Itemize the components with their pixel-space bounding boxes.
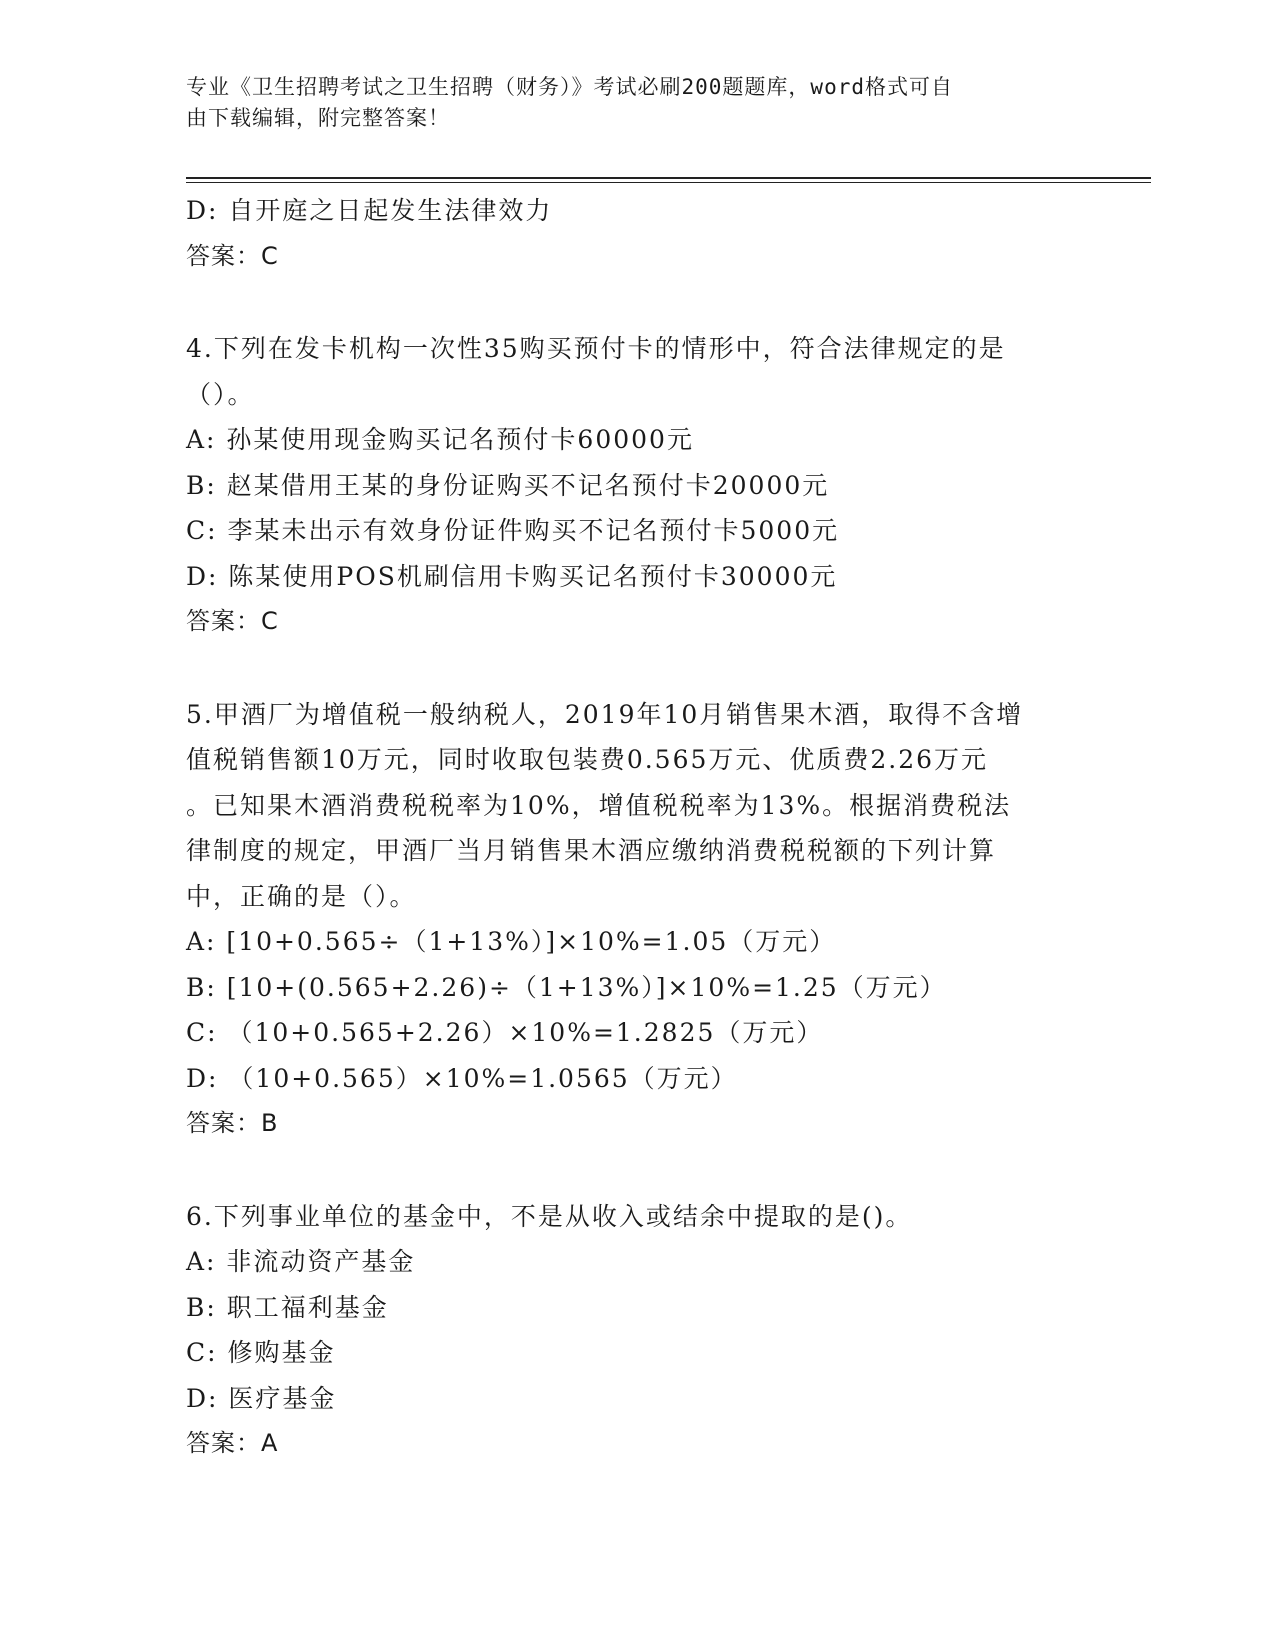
q3-option-d: D: 自开庭之日起发生法律效力 [186,196,553,225]
q4-option-c: C: 李某未出示有效身份证件购买不记名预付卡5000元 [186,516,840,545]
q4-stem-line-2: （）。 [186,379,255,409]
q6-answer: 答案：A [186,1429,279,1457]
q5-option-d: D: （10+0.565）×10%=1.0565（万元） [186,1063,738,1093]
header-rule-thin [186,182,1151,183]
question-4 [186,326,1086,645]
q3-answer: 答案：C [186,241,279,270]
q5-option-b: B: [10+(0.565+2.26)÷（1+13%）]×10%=1.25（万元） [186,972,947,1002]
q4-option-b: B: 赵某借用王某的身份证购买不记名预付卡20000元 [186,470,830,500]
header-line-1: 专业《卫生招聘考试之卫生招聘（财务）》考试必刷200题题库，word格式可自 [186,75,953,99]
q4-option-d: D: 陈某使用POS机刷信用卡购买记名预付卡30000元 [186,561,838,591]
q6-stem-line-1: 6.下列事业单位的基金中，不是从收入或结余中提取的是()。 [186,1201,913,1231]
q5-option-a: A: [10+0.565÷（1+13%）]×10%=1.05（万元） [186,927,837,956]
q4-option-a: A: 孙某使用现金购买记名预付卡60000元 [186,425,694,454]
question-3-tail [186,188,1086,279]
q5-stem-line-1: 5.甲酒厂为增值税一般纳税人，2019年10月销售果木酒，取得不含增 [186,699,1024,729]
q5-stem-line-2: 值税销售额10万元，同时收取包装费0.565万元、优质费2.26万元 [186,745,989,774]
header-line-2: 由下载编辑，附完整答案！ [186,106,450,130]
q6-option-d: D: 医疗基金 [186,1383,337,1413]
q6-option-a: A: 非流动资产基金 [186,1247,416,1276]
q5-stem-line-3: 。已知果木酒消费税税率为10%，增值税税率为13%。根据消费税法 [186,790,1012,820]
q4-stem-line-1: 4.下列在发卡机构一次性35购买预付卡的情形中，符合法律规定的是 [186,334,1006,363]
header-rule-thick [186,177,1151,179]
q5-stem-line-4: 律制度的规定，甲酒厂当月销售果木酒应缴纳消费税税额的下列计算 [186,836,997,865]
question-list [186,188,1086,1467]
q6-option-b: B: 职工福利基金 [186,1292,389,1322]
q4-answer: 答案：C [186,607,279,635]
q5-option-c: C: （10+0.565+2.26）×10%=1.2825（万元） [186,1018,824,1047]
q5-stem-line-5: 中，正确的是（）。 [186,881,417,911]
question-6 [186,1194,1086,1467]
question-5 [186,692,1086,1147]
document-header [186,72,1086,134]
q5-answer: 答案：B [186,1109,279,1137]
q6-option-c: C: 修购基金 [186,1338,336,1367]
